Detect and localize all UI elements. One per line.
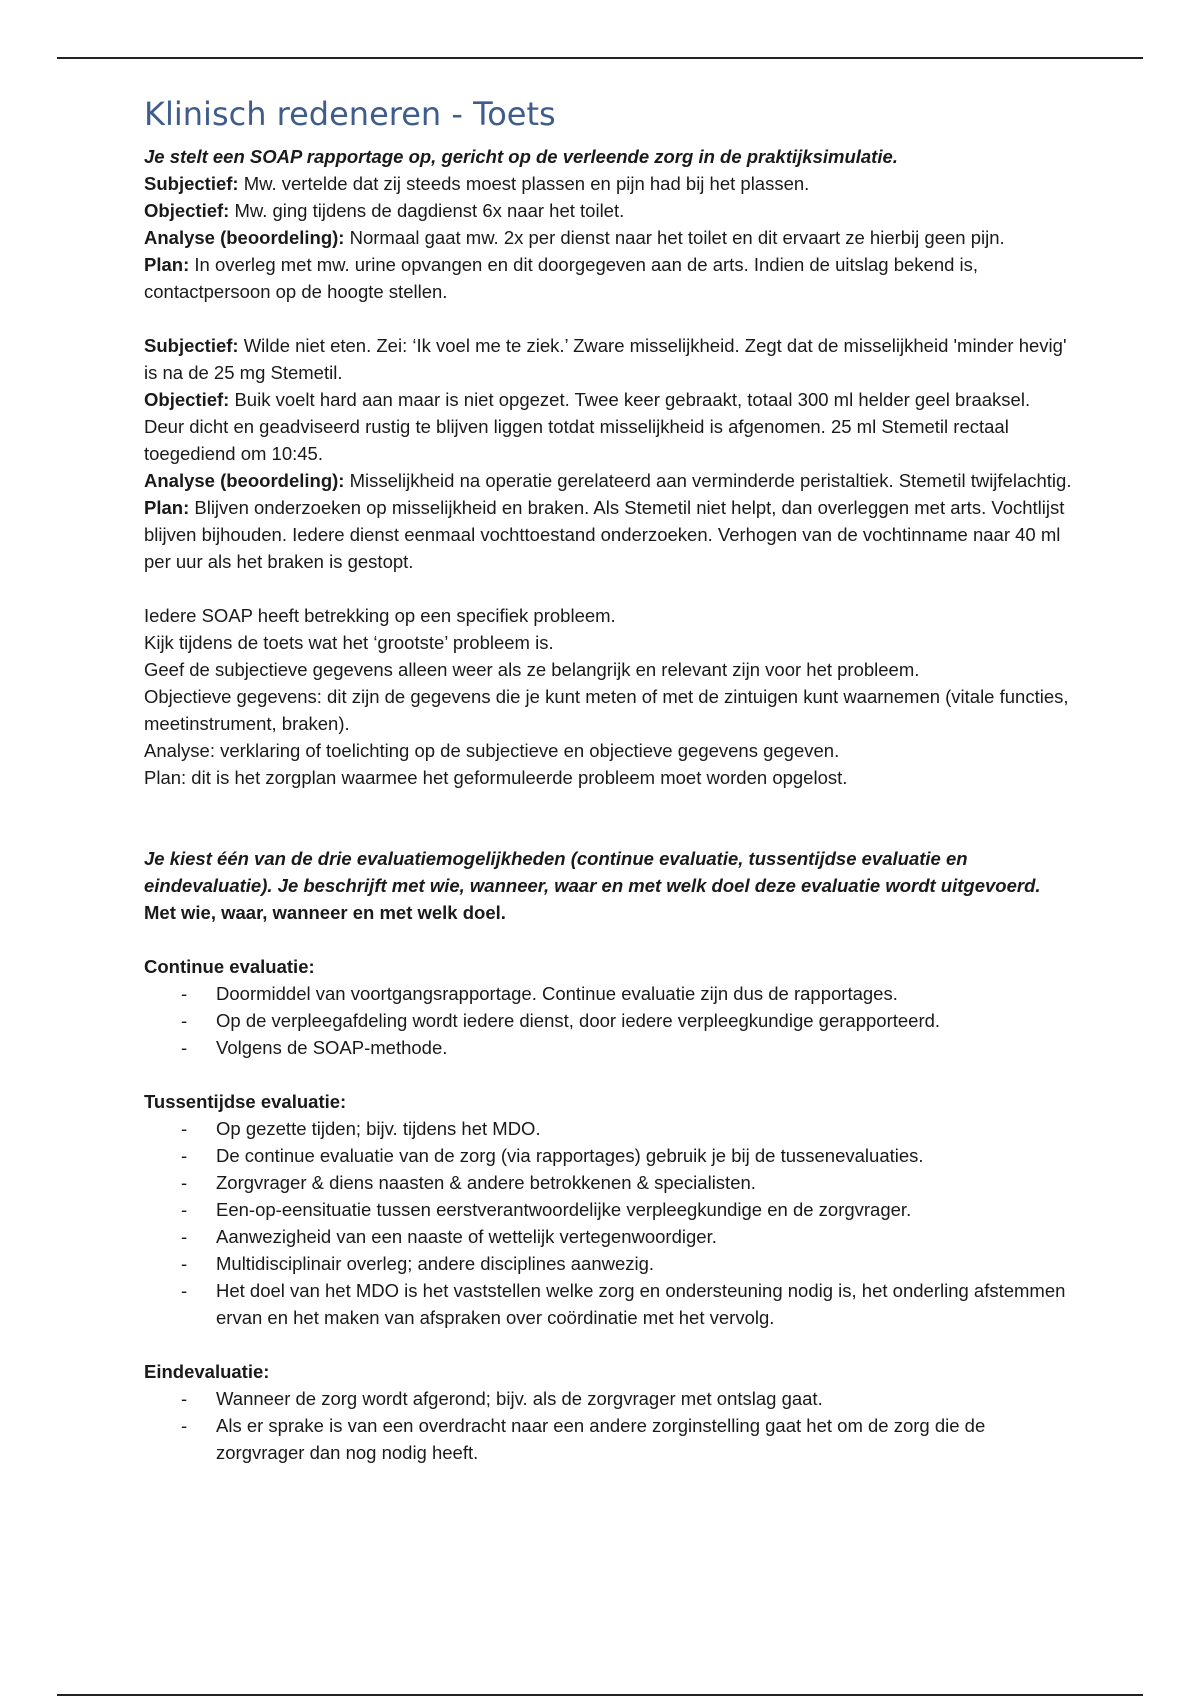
soap1-p-text: In overleg met mw. urine opvangen en dit doorgegeven aan de arts. Indien de uitslag bekend is, contactpersoon op de hoogte stellen.: [144, 254, 979, 302]
tip-line: Analyse: verklaring of toelichting op de subjectieve en objectieve gegevens gegeven.: [144, 740, 840, 761]
soap2-a-label: Analyse (beoordeling):: [144, 470, 345, 491]
soap1-p-label: Plan:: [144, 254, 190, 275]
soap-report-1: [144, 170, 1074, 305]
list-item: - Het doel van het MDO is het vaststellen welke zorg en ondersteuning nodig is, het onderling afstemmen ervan en het maken van afspraken over coördinatie met het vervolg.: [144, 1277, 1074, 1331]
eind-heading: Eindevaluatie:: [144, 1361, 270, 1382]
continue-heading: Continue evaluatie:: [144, 956, 315, 977]
list-item: - Multidisciplinair overleg; andere disciplines aanwezig.: [144, 1250, 1074, 1277]
page-title: Klinisch redeneren - Toets: [144, 95, 556, 133]
tip-line: Plan: dit is het zorgplan waarmee het geformuleerde probleem moet worden opgelost.: [144, 767, 848, 788]
tip-line: Kijk tijdens de toets wat het ‘grootste’ probleem is.: [144, 632, 554, 653]
soap2-objectief: [144, 386, 1074, 467]
soap1-analyse: [144, 224, 1074, 251]
tip-line: Objectieve gegevens: dit zijn de gegevens die je kunt meten of met de zintuigen kunt waarnemen (vitale functies, meetinstrument, braken).: [144, 686, 1069, 734]
question-soap: Je stelt een SOAP rapportage op, gericht op de verleende zorg in de praktijksimulatie.: [144, 146, 898, 167]
list-item: - Als er sprake is van een overdracht naar een andere zorginstelling gaat het om de zorg die de zorgvrager dan nog nodig heeft.: [144, 1412, 1074, 1466]
soap1-a-text: Normaal gaat mw. 2x per dienst naar het toilet en dit ervaart ze hierbij geen pijn.: [344, 227, 1005, 248]
tussentijds-heading: Tussentijdse evaluatie:: [144, 1091, 347, 1112]
tussentijds-list: [144, 1115, 1074, 1331]
footer-rule: [57, 1694, 1143, 1696]
soap2-p-label: Plan:: [144, 497, 190, 518]
list-item: - Wanneer de zorg wordt afgerond; bijv. als de zorgvrager met ontslag gaat.: [144, 1385, 1074, 1412]
list-item: - De continue evaluatie van de zorg (via rapportages) gebruik je bij de tussenevaluaties.: [144, 1142, 1074, 1169]
soap-tips: [144, 602, 1074, 791]
question-evaluatie-sub: Met wie, waar, wanneer en met welk doel.: [144, 902, 506, 923]
soap2-plan: [144, 494, 1074, 575]
tip-line: Geef de subjectieve gegevens alleen weer als ze belangrijk en relevant zijn voor het probleem.: [144, 659, 920, 680]
soap1-plan: [144, 251, 1074, 305]
section-eindevaluatie: [144, 1358, 1074, 1466]
soap1-subjectief: [144, 170, 1074, 197]
soap2-p-text: Blijven onderzoeken op misselijkheid en braken. Als Stemetil niet helpt, dan overleggen met arts. Vochtlijst blijven bijhouden. Iedere dienst eenmaal vochttoestand onderzoeken. Verhogen van de vochtinname naar 40 ml per uur als het braken is gestopt.: [144, 497, 1065, 572]
list-item: - Op gezette tijden; bijv. tijdens het MDO.: [144, 1115, 1074, 1142]
question-evaluatie: Je kiest één van de drie evaluatiemogelijkheden (continue evaluatie, tussentijdse evaluatie en eindevaluatie). Je beschrijft met wie, wanneer, waar en met welk doel deze evaluatie wordt uitgevoerd.: [144, 848, 1041, 896]
soap2-analyse: [144, 467, 1074, 494]
list-item: - Volgens de SOAP-methode.: [144, 1034, 1074, 1061]
soap2-a-text: Misselijkheid na operatie gerelateerd aan verminderde peristaltiek. Stemetil twijfelachtig.: [344, 470, 1072, 491]
soap1-a-label: Analyse (beoordeling):: [144, 227, 345, 248]
section-tussentijdse-evaluatie: [144, 1088, 1074, 1331]
soap2-s-label: Subjectief:: [144, 335, 239, 356]
document-body: [144, 92, 1074, 1466]
soap2-subjectief: [144, 332, 1074, 386]
list-item: - Zorgvrager & diens naasten & andere betrokkenen & specialisten.: [144, 1169, 1074, 1196]
list-item: - Een-op-eensituatie tussen eerstverantwoordelijke verpleegkundige en de zorgvrager.: [144, 1196, 1074, 1223]
soap2-s-text: Wilde niet eten. Zei: ‘Ik voel me te ziek.’ Zware misselijkheid. Zegt dat de misselijkheid 'minder hevig' is na de 25 mg Stemetil.: [144, 335, 1067, 383]
list-item: - Doormiddel van voortgangsrapportage. Continue evaluatie zijn dus de rapportages.: [144, 980, 1074, 1007]
tip-line: Iedere SOAP heeft betrekking op een specifiek probleem.: [144, 605, 616, 626]
soap1-s-text: Mw. vertelde dat zij steeds moest plassen en pijn had bij het plassen.: [238, 173, 810, 194]
list-item: - Aanwezigheid van een naaste of wettelijk vertegenwoordiger.: [144, 1223, 1074, 1250]
soap2-o-label: Objectief:: [144, 389, 230, 410]
soap1-o-text: Mw. ging tijdens de dagdienst 6x naar het toilet.: [229, 200, 625, 221]
soap1-o-label: Objectief:: [144, 200, 230, 221]
continue-list: [144, 980, 1074, 1061]
soap2-o-text: Buik voelt hard aan maar is niet opgezet. Twee keer gebraakt, totaal 300 ml helder geel braaksel. Deur dicht en geadviseerd rustig te blijven liggen totdat misselijkheid is afgenomen. 25 ml Stemetil rectaal toegediend om 10:45.: [144, 389, 1031, 464]
section-continue-evaluatie: [144, 953, 1074, 1061]
header-rule: [57, 57, 1143, 59]
list-item: - Op de verpleegafdeling wordt iedere dienst, door iedere verpleegkundige gerapporteerd.: [144, 1007, 1074, 1034]
soap1-objectief: [144, 197, 1074, 224]
eind-list: [144, 1385, 1074, 1466]
soap1-s-label: Subjectief:: [144, 173, 239, 194]
soap-report-2: [144, 332, 1074, 575]
